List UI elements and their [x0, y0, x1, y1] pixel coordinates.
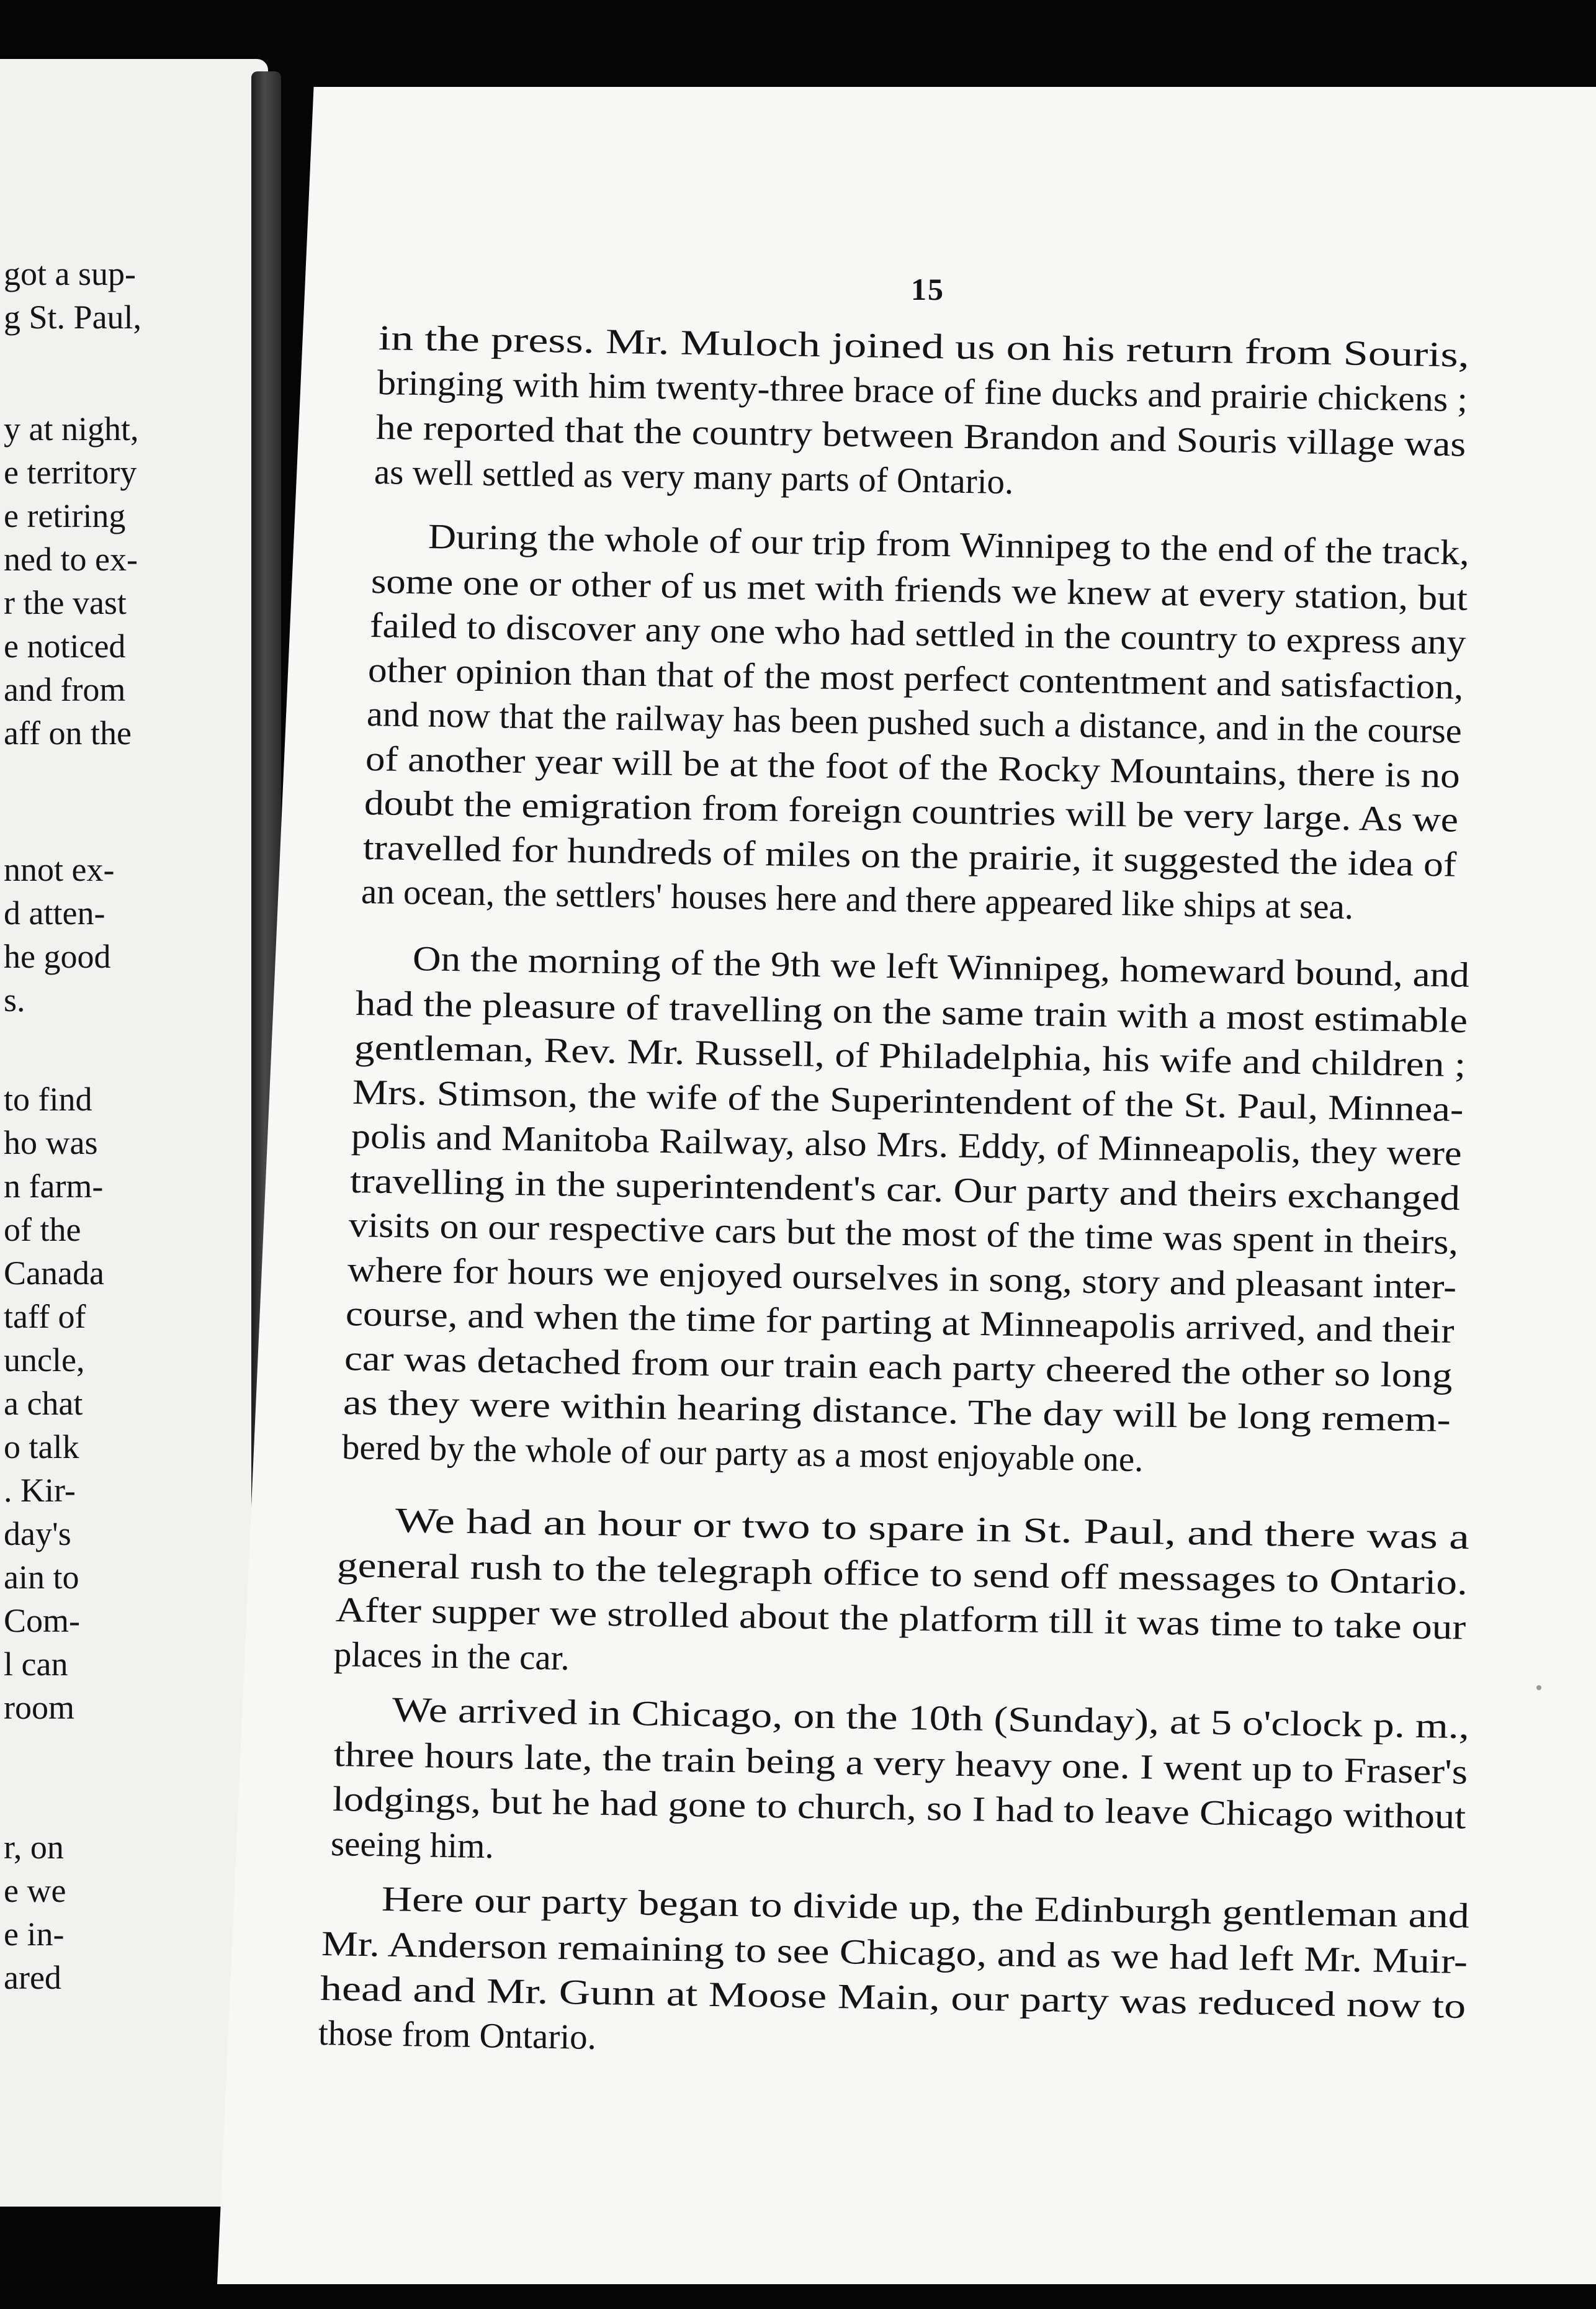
left-page-text-fragment: to find	[4, 1081, 92, 1118]
text-line: course, and when the time for parting at Minneapolis arrived, and their	[345, 1294, 1455, 1351]
left-page-text-fragment: ho was	[4, 1124, 98, 1161]
left-page-text-fragment: got a sup-	[4, 255, 136, 292]
left-page-text-fragment: e noticed	[4, 628, 126, 665]
text-line: On the morning of the 9th we left Winnipeg, homeward bound, and	[412, 939, 1470, 995]
text-line: During the whole of our trip from Winnipeg to the end of the track,	[428, 517, 1470, 573]
text-line: those from Ontario.	[318, 2014, 597, 2058]
text-line: After supper we strolled about the platform till it was time to take our	[335, 1590, 1466, 1647]
text-line: where for hours we enjoyed ourselves in song, story and pleasant inter-	[347, 1249, 1457, 1307]
text-line: We arrived in Chicago, on the 10th (Sunday), at 5 o'clock p. m.,	[392, 1690, 1470, 1747]
text-line: polis and Manitoba Railway, also Mrs. Eddy, of Minneapolis, they were	[351, 1117, 1463, 1174]
text-line: places in the car.	[333, 1635, 570, 1678]
text-line: doubt the emigration from foreign countries will be very large. As we	[364, 783, 1459, 840]
text-line: three hours late, the train being a very heavy one. I went up to Fraser's	[333, 1735, 1468, 1792]
left-page-text-fragment: e we	[4, 1872, 66, 1909]
text-line: and now that the railway has been pushed such a distance, and in the course	[366, 695, 1463, 751]
left-page-text-fragment: d atten-	[4, 894, 105, 932]
text-line: as they were within hearing distance. The day will be long remem-	[343, 1383, 1451, 1440]
text-line: lodgings, but he had gone to church, so I had to leave Chicago without	[332, 1780, 1466, 1837]
left-page-text-fragment: . Kir-	[4, 1472, 76, 1509]
left-page-text-fragment: and from	[4, 671, 126, 708]
text-line: seeing him.	[330, 1824, 495, 1866]
text-line: car was detached from our train each party cheered the other so long	[344, 1338, 1453, 1395]
left-page-text-fragment: g St. Paul,	[4, 299, 142, 336]
text-line: gentleman, Rev. Mr. Russell, of Philadelphia, his wife and children ;	[354, 1028, 1466, 1085]
left-page-text-fragment: uncle,	[4, 1341, 85, 1379]
left-page-text-fragment: r, on	[4, 1829, 64, 1866]
text-line: as well settled as very many parts of Ontario.	[374, 452, 1015, 502]
text-line: head and Mr. Gunn at Moose Main, our party was reduced now to	[320, 1969, 1466, 2026]
text-line: had the pleasure of travelling on the same train with a most estimable	[355, 983, 1468, 1040]
left-page-text-fragment: e retiring	[4, 497, 126, 534]
left-page-text-fragment: l can	[4, 1645, 68, 1683]
text-line: some one or other of us met with friends we knew at every station, but	[370, 561, 1468, 618]
text-line: Here our party began to divide up, the Edinburgh gentleman and	[381, 1879, 1470, 1936]
left-page-text-fragment: day's	[4, 1515, 71, 1552]
text-line: of another year will be at the foot of the Rocky Mountains, there is no	[365, 739, 1461, 796]
left-page-text-fragment: ared	[4, 1959, 61, 1996]
left-page-text-fragment: e in-	[4, 1915, 65, 1953]
text-line: We had an hour or two to spare in St. Paul, and there was a	[395, 1501, 1470, 1557]
text-line: an ocean, the settlers' houses here and there appeared like ships at sea.	[361, 872, 1354, 927]
left-page-text-fragment: he good	[4, 938, 111, 975]
left-page-text-fragment: ain to	[4, 1559, 79, 1596]
text-line: Mr. Anderson remaining to see Chicago, and as we had left Mr. Muir-	[321, 1924, 1468, 1982]
text-line: general rush to the telegraph office to send off messages to Ontario.	[336, 1546, 1468, 1603]
text-line: bringing with him twenty-three brace of fine ducks and prairie chickens ;	[377, 363, 1468, 420]
text-line: visits on our respective cars but the most of the time was spent in theirs,	[348, 1205, 1459, 1263]
left-page-text-fragment: of the	[4, 1211, 81, 1248]
left-page-text-fragment: aff on the	[4, 714, 132, 752]
left-page-text-fragment: Canada	[4, 1254, 104, 1292]
text-line: travelled for hundreds of miles on the prairie, it suggested the idea of	[362, 827, 1457, 884]
text-line: other opinion than that of the most perfect contentment and satisfaction,	[367, 650, 1464, 707]
left-page-text-fragment: y at night,	[4, 410, 139, 448]
left-page-text-fragment: nnot ex-	[4, 851, 115, 888]
left-page-text-fragment: o talk	[4, 1428, 79, 1465]
left-page-text-fragment: r the vast	[4, 584, 127, 621]
text-line: Mrs. Stimson, the wife of the Superintendent of the St. Paul, Minnea-	[352, 1072, 1464, 1129]
left-page-text-fragment: n farm-	[4, 1168, 104, 1205]
text-line: he reported that the country between Brandon and Souris village was	[375, 408, 1466, 464]
page-number: 15	[911, 272, 944, 307]
left-page-text-fragment: room	[4, 1689, 74, 1726]
left-page-text-fragment: s.	[4, 981, 25, 1019]
left-page-text-fragment: e territory	[4, 454, 137, 491]
left-page-text-fragment: Com-	[4, 1602, 81, 1639]
text-line: travelling in the superintendent's car. Our party and theirs exchanged	[349, 1161, 1461, 1218]
left-page-text-fragment: a chat	[4, 1385, 83, 1422]
left-page-text-fragment: ned to ex-	[4, 541, 138, 578]
text-line: in the press. Mr. Muloch joined us on his return from Souris,	[378, 318, 1470, 375]
text-line: bered by the whole of our party as a most enjoyable one.	[341, 1427, 1144, 1479]
text-line: failed to discover any one who had settled in the country to express any	[369, 606, 1466, 662]
left-page-text-fragment: taff of	[4, 1298, 86, 1335]
